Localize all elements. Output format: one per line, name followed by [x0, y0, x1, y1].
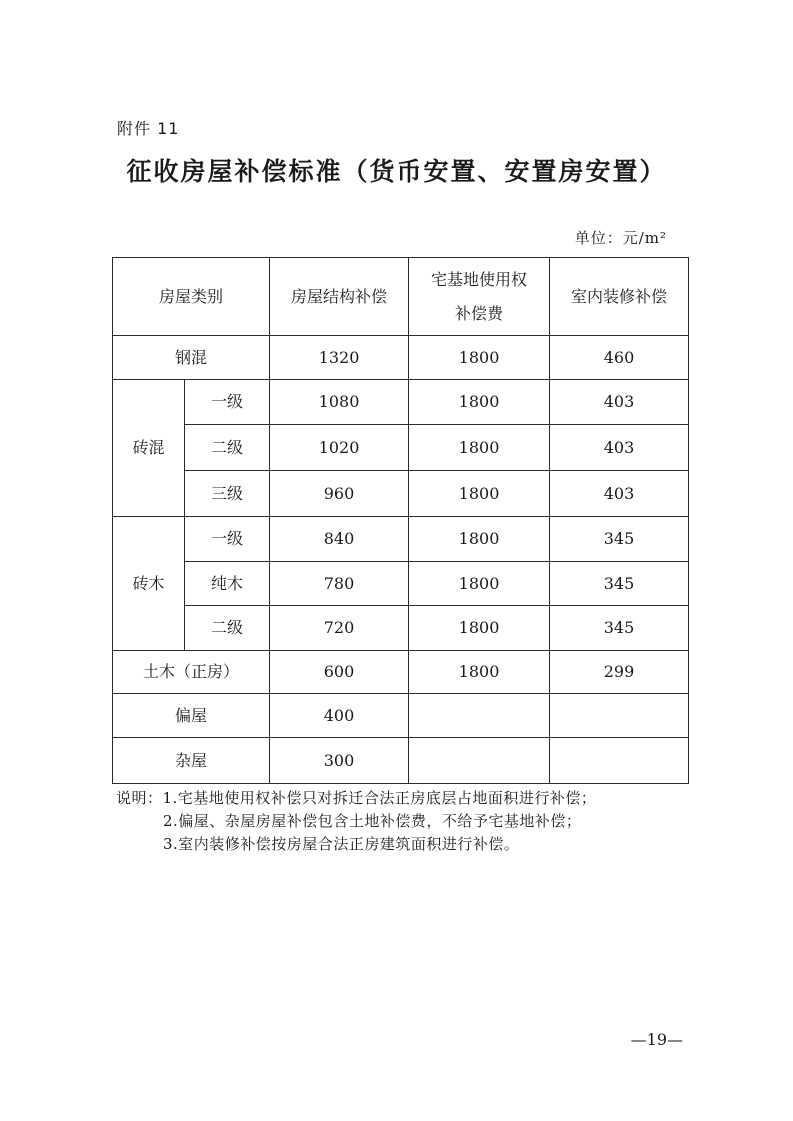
- row-category: 土木（正房）: [113, 651, 270, 694]
- cell-structure: 400: [270, 694, 409, 738]
- cell-homestead: 1800: [409, 425, 550, 471]
- cell-decoration: 345: [550, 517, 689, 562]
- header-category: 房屋类别: [113, 258, 270, 336]
- header-homestead-line1: 宅基地使用权: [431, 270, 528, 290]
- row-grade: 纯木: [185, 562, 270, 606]
- cell-homestead: [409, 738, 550, 784]
- note-line: 3.室内装修补偿按房屋合法正房建筑面积进行补偿。: [163, 835, 520, 853]
- page-number: —19—: [630, 1030, 683, 1049]
- table-row: [113, 562, 689, 606]
- table-row: [113, 380, 689, 425]
- cell-homestead: 1800: [409, 606, 550, 651]
- header-homestead: [409, 258, 550, 336]
- cell-structure: 600: [270, 651, 409, 694]
- cell-decoration: 299: [550, 651, 689, 694]
- table-row: [113, 517, 689, 562]
- row-grade: 二级: [185, 606, 270, 651]
- group-label: 砖混: [113, 380, 185, 517]
- note-line: 说明：1.宅基地使用权补偿只对拆迁合法正房底层占地面积进行补偿；: [116, 789, 597, 807]
- row-grade: 一级: [185, 517, 270, 562]
- table-row: [113, 425, 689, 471]
- row-grade: 一级: [185, 380, 270, 425]
- row-grade: 三级: [185, 471, 270, 517]
- cell-decoration: 345: [550, 606, 689, 651]
- cell-structure: 1320: [270, 336, 409, 380]
- cell-homestead: 1800: [409, 336, 550, 380]
- cell-structure: 1080: [270, 380, 409, 425]
- row-category: 杂屋: [113, 738, 270, 784]
- compensation-table: [112, 257, 689, 784]
- cell-structure: 840: [270, 517, 409, 562]
- cell-decoration: [550, 738, 689, 784]
- cell-decoration: 403: [550, 425, 689, 471]
- document-title: 征收房屋补偿标准（货币安置、安置房安置）: [126, 157, 667, 186]
- cell-decoration: [550, 694, 689, 738]
- cell-structure: 720: [270, 606, 409, 651]
- unit-label: 单位：元/m²: [574, 229, 667, 247]
- table-row: [113, 336, 689, 380]
- cell-homestead: 1800: [409, 517, 550, 562]
- attachment-label: 附件 11: [117, 119, 180, 138]
- table-row: [113, 471, 689, 517]
- cell-homestead: 1800: [409, 471, 550, 517]
- cell-homestead: 1800: [409, 380, 550, 425]
- notes: [116, 787, 596, 856]
- table-row: [113, 694, 689, 738]
- cell-decoration: 345: [550, 562, 689, 606]
- table-row: [113, 738, 689, 784]
- table-row: [113, 606, 689, 651]
- cell-homestead: 1800: [409, 651, 550, 694]
- row-grade: 二级: [185, 425, 270, 471]
- note-line: 2.偏屋、杂屋房屋补偿包含土地补偿费，不给予宅基地补偿；: [163, 812, 582, 830]
- group-label: 砖木: [113, 517, 185, 651]
- table-header-row: [113, 258, 689, 336]
- cell-homestead: 1800: [409, 562, 550, 606]
- cell-structure: 300: [270, 738, 409, 784]
- row-category: 钢混: [113, 336, 270, 380]
- header-homestead-line2: 补偿费: [455, 303, 504, 323]
- table-row: [113, 651, 689, 694]
- cell-structure: 960: [270, 471, 409, 517]
- cell-decoration: 403: [550, 380, 689, 425]
- header-structure: 房屋结构补偿: [270, 258, 409, 336]
- cell-structure: 780: [270, 562, 409, 606]
- cell-structure: 1020: [270, 425, 409, 471]
- cell-decoration: 460: [550, 336, 689, 380]
- cell-decoration: 403: [550, 471, 689, 517]
- row-category: 偏屋: [113, 694, 270, 738]
- cell-homestead: [409, 694, 550, 738]
- header-decoration: 室内装修补偿: [550, 258, 689, 336]
